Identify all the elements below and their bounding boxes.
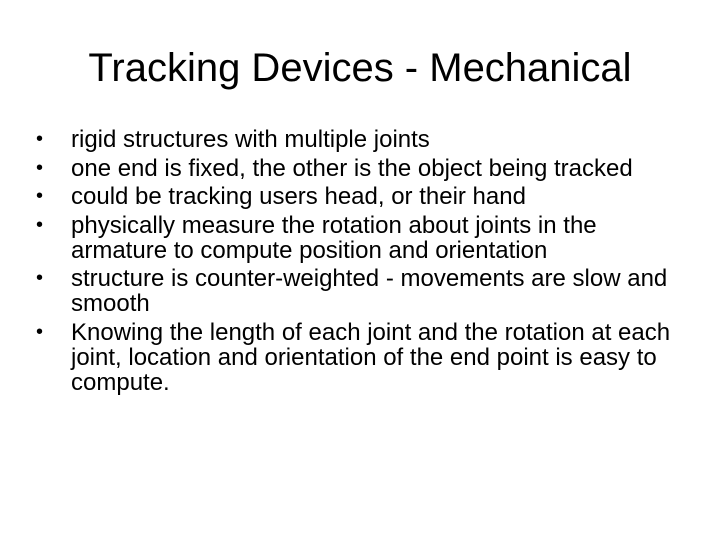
bullet-text: Knowing the length of each joint and the rotation at each joint, location and orientation of the end point is easy to compute. [71,318,671,396]
bullet-item [36,184,686,209]
bullet-text: structure is counter-weighted - movements are slow and smooth [71,265,668,317]
bullet-list [36,127,686,398]
bullet-marker: • [36,213,44,236]
bullet-marker: • [36,267,44,289]
slide-title: Tracking Devices - Mechanical [88,46,632,90]
bullet-item [36,320,686,395]
bullet-item [36,266,686,316]
bullet-item [36,213,686,263]
bullet-marker: • [36,185,44,207]
bullet-text: rigid structures with multiple joints [71,126,430,153]
bullet-marker: • [36,320,44,343]
bullet-marker: • [36,156,44,179]
bullet-text: one end is fixed, the other is the object being tracked [71,154,633,182]
bullet-text: physically measure the rotation about joints in the armature to compute position and orientation [71,211,597,264]
bullet-item [36,156,686,181]
bullet-text: could be tracking users head, or their hand [71,183,526,210]
bullet-marker: • [36,128,44,150]
bullet-item [36,127,686,152]
